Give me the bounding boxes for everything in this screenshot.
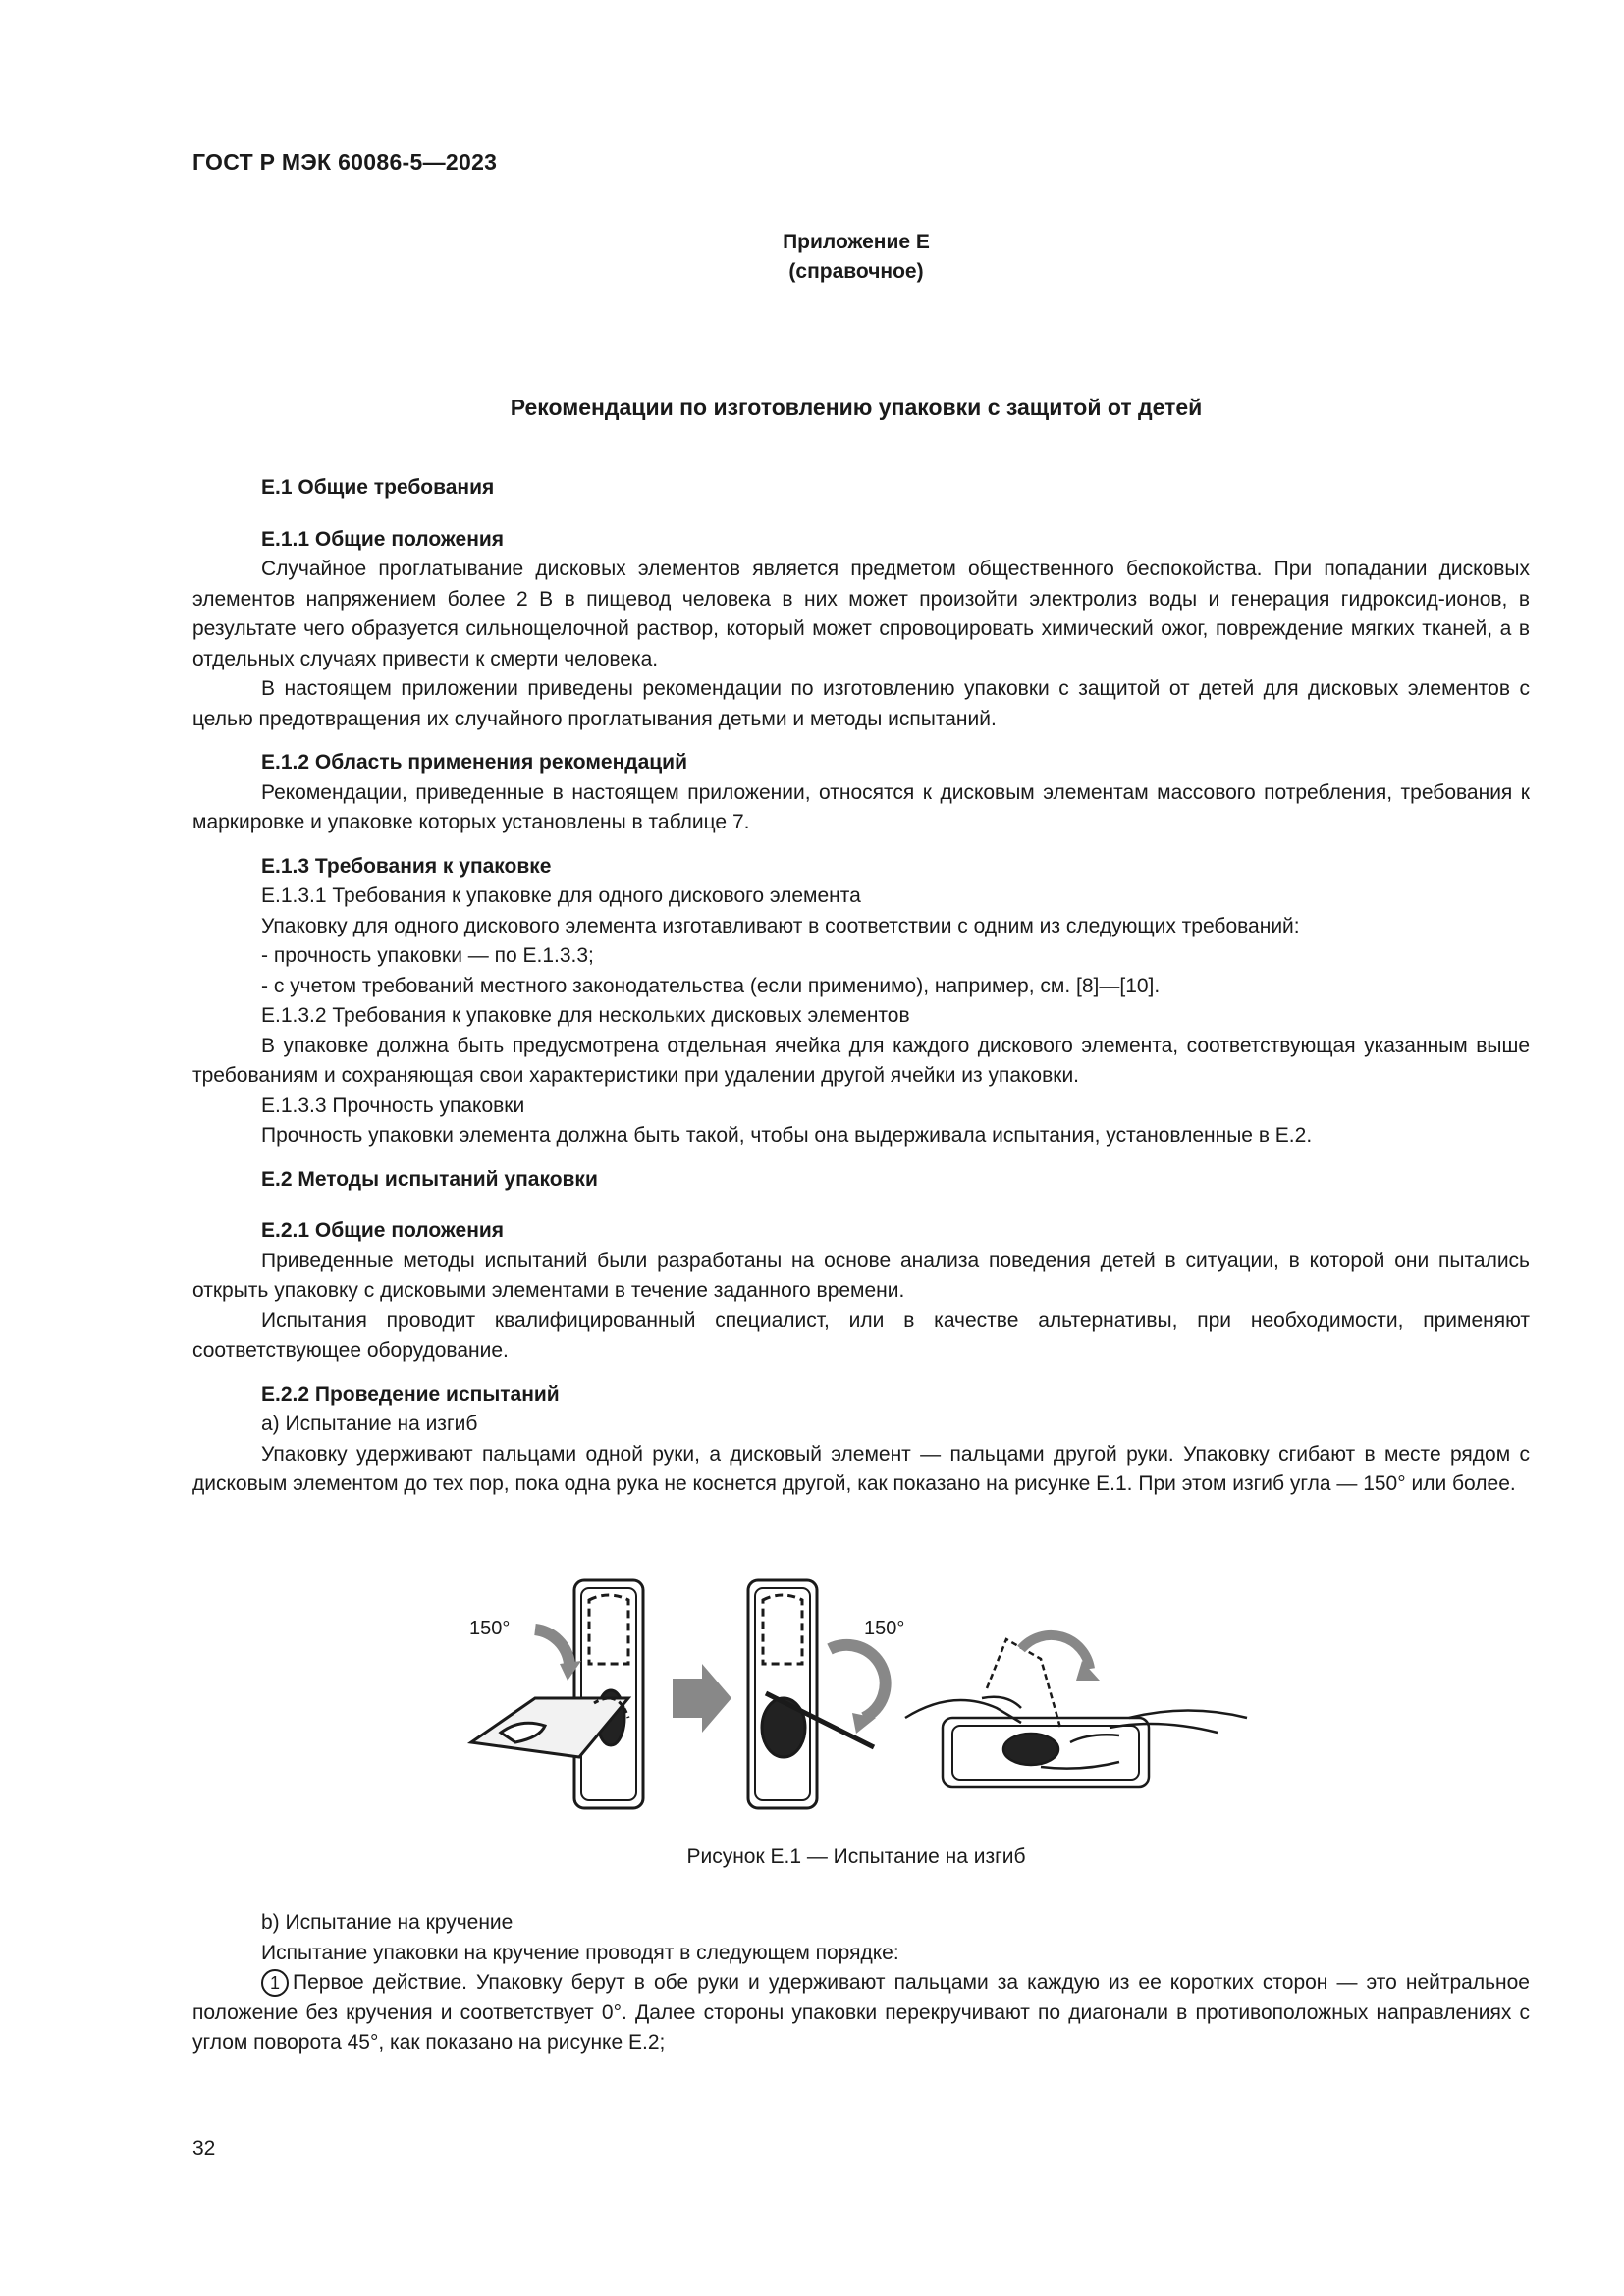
section-heading-e1-3: Е.1.3 Требования к упаковке bbox=[261, 854, 552, 878]
page-number: 32 bbox=[192, 2137, 216, 2160]
angle-label-right: 150° bbox=[864, 1618, 905, 1639]
appendix-type: (справочное) bbox=[788, 260, 924, 283]
appendix-heading bbox=[0, 228, 1624, 287]
paragraph: В упаковке должна быть предусмотрена отдельная ячейка для каждого дискового элемента, соответствующая указанным выше требованиям и сохраняющая свои характеристики при удалении другой ячейки из упаковки. bbox=[192, 1034, 1530, 1087]
bend-test-illustration bbox=[432, 1571, 1453, 1826]
paragraph: Испытания проводит квалифицированный специалист, или в качестве альтернативы, при необходимости, применяют соответствующее оборудование. bbox=[192, 1308, 1530, 1362]
running-header: ГОСТ Р МЭК 60086-5—2023 bbox=[192, 149, 498, 175]
transition-arrow-icon bbox=[673, 1664, 731, 1733]
paragraph: В настоящем приложении приведены рекомендации по изготовлению упаковки с защитой от детей для дисковых элементов с целью предотвращения их случайного проглатывания детьми и методы испытаний. bbox=[192, 677, 1530, 730]
panel-3-hands bbox=[905, 1639, 1247, 1787]
paragraph: Приведенные методы испытаний были разработаны на основе анализа поведения детей в ситуации, в которой они пытались открыть упаковку с дисковыми элементами в течение заданного времени. bbox=[192, 1249, 1530, 1302]
section-heading-e2-1: Е.2.1 Общие положения bbox=[261, 1219, 505, 1242]
paragraph: Испытание упаковки на кручение проводят в следующем порядке: bbox=[261, 1941, 899, 1964]
list-item-b: b) Испытание на кручение bbox=[261, 1911, 514, 1934]
list-item: - с учетом требований местного законодательства (если применимо), например, см. [8]—[10]. bbox=[261, 974, 1161, 997]
paragraph: Рекомендации, приведенные в настоящем приложении, относятся к дисковым элементам массового потребления, требования к маркировке и упаковке которых установлены в таблице 7. bbox=[192, 780, 1530, 833]
subsection-heading-e1-3-2: Е.1.3.2 Требования к упаковке для нескольких дисковых элементов bbox=[261, 1004, 910, 1027]
section-heading-e2: Е.2 Методы испытаний упаковки bbox=[261, 1167, 598, 1191]
curved-arrow-right bbox=[830, 1645, 886, 1734]
step-text: Первое действие. Упаковку берут в обе руки и удерживают пальцами за каждую из ее коротких сторон — это нейтральное положение без кручения и соответствует 0°. Далее стороны упаковки перекручивают по диагонали в противоположных направлениях с углом поворота 45°, как показано на рисунке Е.2; bbox=[192, 1971, 1530, 2054]
body-text-lower bbox=[192, 1908, 1530, 2058]
figure-e1-bend-test bbox=[432, 1571, 1453, 1826]
panel-1-package bbox=[471, 1580, 643, 1808]
angle-label-left: 150° bbox=[469, 1618, 511, 1639]
list-item-a: а) Испытание на изгиб bbox=[261, 1413, 478, 1435]
section-heading-e1-1: Е.1.1 Общие положения bbox=[261, 527, 505, 551]
step-number-circle: 1 bbox=[261, 1969, 289, 1997]
paragraph: Прочность упаковки элемента должна быть такой, чтобы она выдерживала испытания, установленные в Е.2. bbox=[261, 1124, 1313, 1147]
appendix-label: Приложение Е bbox=[783, 231, 930, 253]
subsection-heading-e1-3-3: Е.1.3.3 Прочность упаковки bbox=[261, 1094, 525, 1117]
subsection-heading-e1-3-1: Е.1.3.1 Требования к упаковке для одного дискового элемента bbox=[261, 884, 861, 907]
panel-2-package bbox=[748, 1580, 874, 1808]
paragraph: Упаковку удерживают пальцами одной руки, а дисковый элемент — пальцами другой руки. Упаковку сгибают в месте рядом с дисковым элементом до тех пор, пока одна рука не коснется другой, как показано на рисунке Е.1. При этом изгиб угла — 150° или более. bbox=[192, 1442, 1530, 1495]
step-paragraph bbox=[192, 1968, 1530, 2058]
body-text-upper bbox=[192, 473, 1530, 1500]
paragraph: Упаковку для одного дискового элемента изготавливают в соответствии с одним из следующих требований: bbox=[261, 914, 1300, 937]
paragraph: Случайное проглатывание дисковых элементов является предметом общественного беспокойства. При попадании дисковых элементов напряжением более 2 В в пищевод человека в них может произойти электролиз воды и генерация гидроксид-ионов, в результате чего образуется сильнощелочной раствор, который может спровоцировать химический ожог, повреждение мягких тканей, а в отдельных случаях привести к смерти человека. bbox=[192, 558, 1530, 670]
section-heading-e1-2: Е.1.2 Область применения рекомендаций bbox=[261, 751, 687, 774]
figure-caption: Рисунок Е.1 — Испытание на изгиб bbox=[686, 1845, 1026, 1868]
section-heading-e2-2: Е.2.2 Проведение испытаний bbox=[261, 1382, 560, 1406]
list-item: - прочность упаковки — по Е.1.3.3; bbox=[261, 944, 594, 967]
curved-arrow-hands bbox=[1021, 1635, 1100, 1681]
section-heading-e1: Е.1 Общие требования bbox=[261, 476, 495, 499]
appendix-title: Рекомендации по изготовлению упаковки с защитой от детей bbox=[510, 395, 1203, 420]
